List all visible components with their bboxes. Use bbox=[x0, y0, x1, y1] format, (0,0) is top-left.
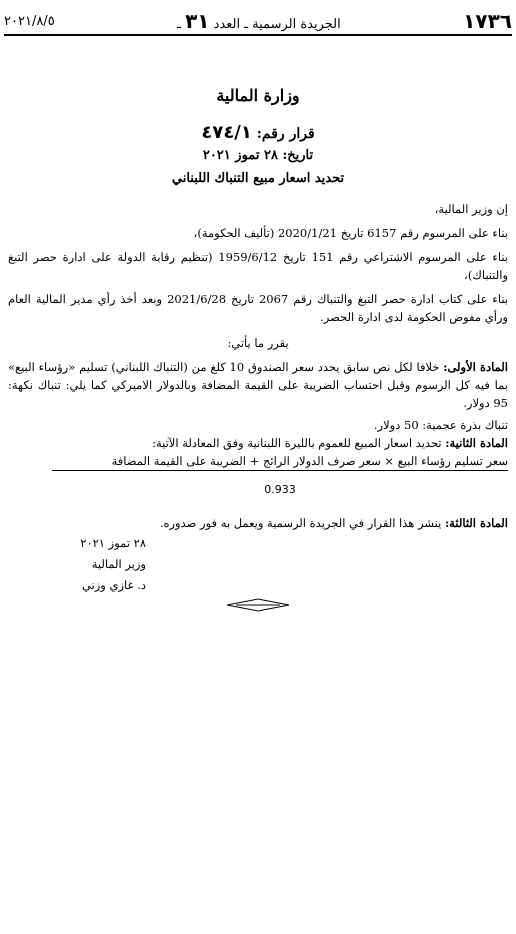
gazette-issue bbox=[177, 9, 341, 33]
decision-date bbox=[0, 148, 516, 163]
ministry-title: وزارة المالية bbox=[216, 86, 300, 105]
intro-line: إن وزير المالية، bbox=[434, 202, 508, 216]
signature-date: ٢٨ تموز ٢٠٢١ bbox=[80, 536, 146, 550]
article-3-label: المادة الثالثة: bbox=[444, 516, 508, 530]
decision-subject: تحديد اسعار مبيع التنباك اللبناني bbox=[171, 171, 345, 186]
article-2 bbox=[8, 434, 508, 452]
decision-label: قرار رقم: bbox=[256, 126, 315, 142]
page-header bbox=[4, 8, 512, 36]
signature-block bbox=[6, 533, 146, 596]
page-number: ١٧٣٦ bbox=[463, 9, 512, 33]
article-3-text: ينشر هذا القرار في الجريدة الرسمية ويعمل به فور صدوره. bbox=[159, 516, 442, 530]
date-label: تاريخ: bbox=[282, 148, 314, 163]
issue-separator: ـ bbox=[177, 17, 181, 32]
article-2-label: المادة الثانية: bbox=[445, 436, 508, 450]
preamble-2: بناء على المرسوم الاشتراعي رقم 151 تاريخ 1959/6/12 (تنظيم رقابة الدولة على ادارة حصر التبغ والتنباك)، bbox=[8, 250, 508, 282]
article-1-line2: تنباك بذرة عجمية: 50 دولار. bbox=[373, 418, 508, 432]
article-3 bbox=[8, 514, 508, 532]
article-1-label: المادة الأولى: bbox=[443, 360, 508, 374]
formula-numerator: سعر تسليم رؤساء البيع × سعر صرف الدولار الرائج + الضريبة على القيمة المضافة bbox=[52, 454, 508, 471]
signature-title: وزير المالية bbox=[91, 557, 146, 571]
gazette-name: الجريدة الرسمية ـ العدد bbox=[213, 17, 341, 32]
issue-date: ٢٠٢١/٨/٥ bbox=[4, 13, 55, 29]
date-value: ٢٨ تموز ٢٠٢١ bbox=[202, 148, 278, 163]
decision-number: ٤٧٤/١ bbox=[201, 122, 252, 143]
formula-denominator: 0.933 bbox=[264, 483, 296, 496]
decision-body bbox=[8, 200, 508, 452]
article-1 bbox=[8, 358, 508, 412]
article-1-text: خلافا لكل نص سابق يحدد سعر الصندوق 10 كلغ من (التنباك اللبناني) تسليم «رؤساء البيع» بما فيه كل الرسوم وقبل احتساب الضريبة على القيمة المضافة وبالدولار الاميركي كما يلي: تنباك نكهة: 95 دولار. bbox=[8, 360, 508, 410]
article-2-text: تحديد اسعار المبيع للعموم بالليرة اللبنانية وفق المعادلة الآتية: bbox=[152, 436, 442, 450]
signature-name: د. غازي وزني bbox=[81, 578, 146, 592]
decides-line: يقرر ما يأتي: bbox=[227, 336, 289, 350]
end-ornament-icon bbox=[226, 598, 290, 612]
article-3-block bbox=[8, 514, 508, 532]
price-formula bbox=[52, 454, 508, 496]
decision-line bbox=[0, 122, 516, 143]
preamble-3: بناء على كتاب ادارة حصر التبغ والتنباك رقم 2067 تاريخ 2021/6/28 وبعد أخذ رأي مدير المالية العام ورأي مفوض الحكومة لدى ادارة الحصر. bbox=[8, 292, 509, 324]
preamble-1: بناء على المرسوم رقم 6157 تاريخ 2020/1/21 (تأليف الحكومة)، bbox=[193, 226, 508, 240]
issue-number: ٣١ bbox=[185, 9, 210, 33]
